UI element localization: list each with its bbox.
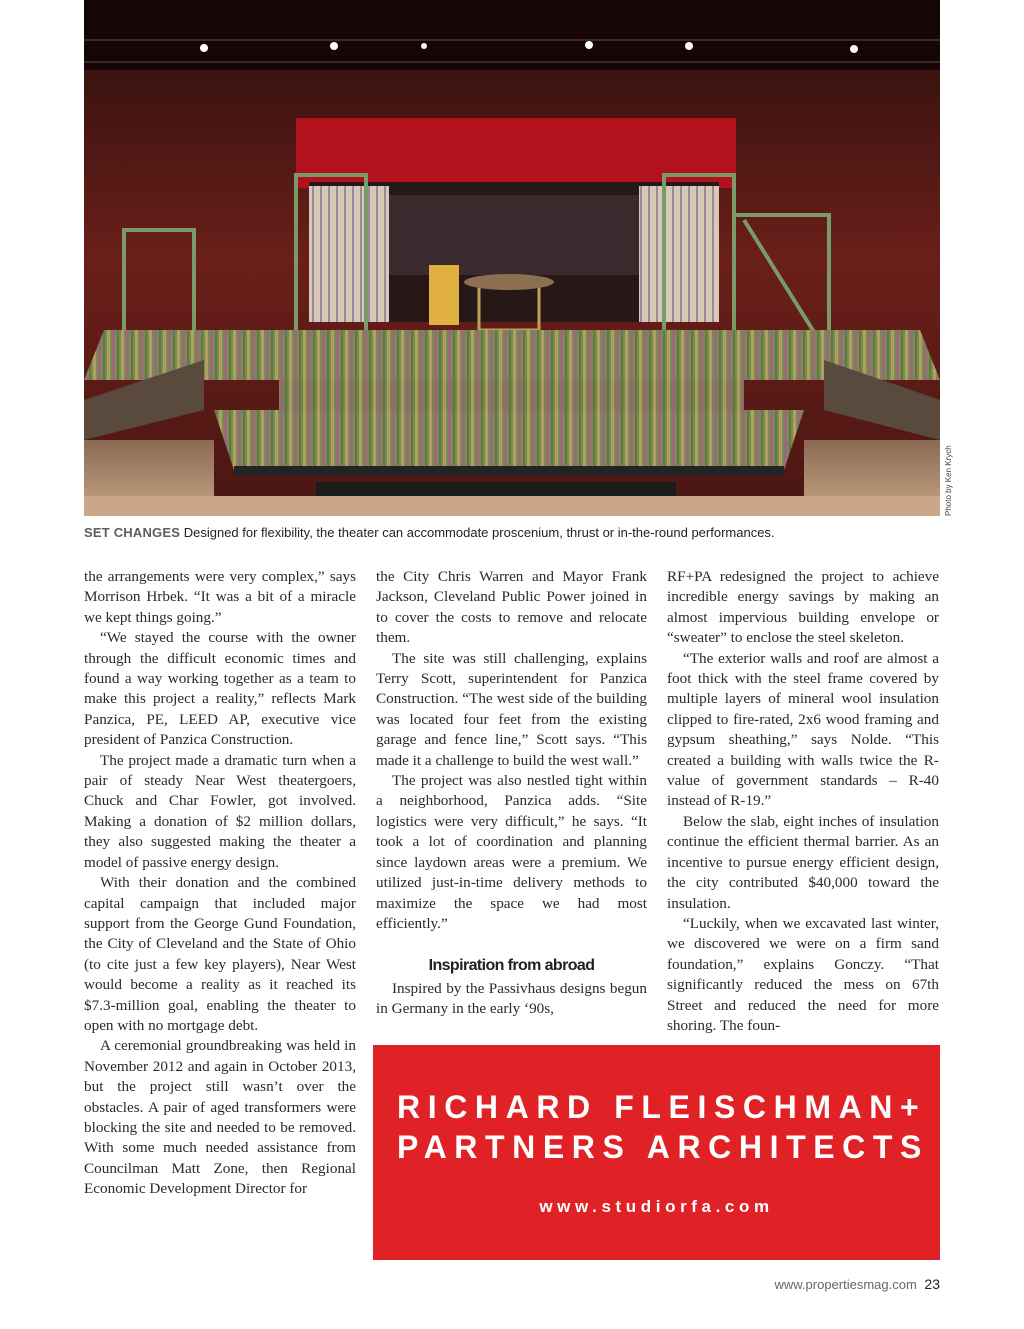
paragraph: The project made a dramatic turn when a pair of steady Near West theatergoers, Chuck and Char Fowler, got involved. Making a donation of $2 million dollars, they also suggested making the theater a model of passive energy design. — [84, 751, 356, 871]
paragraph: “Luckily, when we excavated last winter, we discovered we were on a firm sand foundation,” explains Gonczy. “That significantly reduced the mess on 67th Street and reduced the need for more shoring. The foun- — [667, 914, 939, 1034]
paragraph: The project was also nestled tight within a neighborhood, Panzica adds. “Site logistics were very difficult,” he says. “It took a lot of coordination and planning since laydown areas were a premium. We utilized just-in-time delivery methods to maximize the space we had most efficiently.” — [376, 772, 647, 932]
photo-caption — [84, 525, 954, 540]
page-footer — [774, 1276, 940, 1292]
theater-stage-photo — [84, 0, 940, 516]
paragraph: A ceremonial groundbreaking was held in November 2012 and again in October 2013, but the project still wasn’t over the obstacles. A pair of aged transformers were blocking the site and needed to be removed. With some much needed assistance from Councilman Matt Zone, then Regional Economic Development Director for — [84, 1037, 356, 1198]
paragraph: “We stayed the course with the owner through the difficult economic times and found a way working together as a team to make this project a reality,” reflects Mark Panzica, PE, LEED AP, executive vice president of Panzica Construction. — [84, 629, 356, 749]
paragraph: the arrangements were very complex,” says Morrison Hrbek. “It was a bit of a miracle we kept things going.” — [84, 568, 356, 626]
ad-firm-name — [397, 1087, 937, 1167]
section-subhead: Inspiration from abroad — [428, 957, 595, 975]
article-column-2 — [376, 567, 647, 1020]
caption-text: Designed for flexibility, the theater can accommodate proscenium, thrust or in-the-round performances. — [180, 525, 775, 540]
article-column-3 — [667, 567, 939, 1036]
ad-firm-line-1: RICHARD FLEISCHMAN+ — [397, 1089, 927, 1125]
paragraph: Below the slab, eight inches of insulation continue the efficient thermal barrier. As an incentive to pursue energy efficient design, the city contributed $40,000 toward the insulation. — [667, 812, 939, 912]
caption-lead: SET CHANGES — [84, 525, 181, 540]
footer-site-link[interactable]: www.propertiesmag.com — [774, 1277, 917, 1292]
ad-firm-line-2: PARTNERS ARCHITECTS — [397, 1129, 929, 1165]
paragraph: the City Chris Warren and Mayor Frank Jackson, Cleveland Public Power joined in to cover the costs to remove and relocate them. — [376, 568, 647, 647]
page-number: 23 — [924, 1276, 940, 1292]
architect-advertisement — [373, 1045, 940, 1260]
paragraph: RF+PA redesigned the project to achieve incredible energy savings by making an almost impervious building envelope or “sweater” to enclose the steel skeleton. — [667, 568, 939, 647]
paragraph: The site was still challenging, explains Terry Scott, superintendent for Panzica Construction. “The west side of the building was located four feet from the existing garage and fence line,” Scott says. “This made it a challenge to build the west wall.” — [376, 649, 647, 769]
article-column-1 — [84, 567, 356, 1200]
ad-website-link[interactable]: www.studiorfa.com — [539, 1197, 774, 1216]
paragraph: Inspired by the Passivhaus designs begun in Germany in the early ‘90s, — [376, 979, 647, 1018]
photo-credit: Photo by Ken Krych — [944, 445, 953, 516]
paragraph: With their donation and the combined capital campaign that included major support from the George Gund Foundation, the City of Cleveland and the State of Ohio (to cite just a few key players), Near West would become a reality as it reached its $7.3-million goal, enabling the theater to open with no mortgage debt. — [84, 874, 356, 1034]
paragraph: “The exterior walls and roof are almost a foot thick with the steel frame covered by multiple layers of mineral wool insulation clipped to fire-rated, 2x6 wood framing and gypsum sheathing,” says Nolde. “This created a building with walls twice the R-value of government standards – R-40 instead of R-19.” — [667, 649, 939, 810]
